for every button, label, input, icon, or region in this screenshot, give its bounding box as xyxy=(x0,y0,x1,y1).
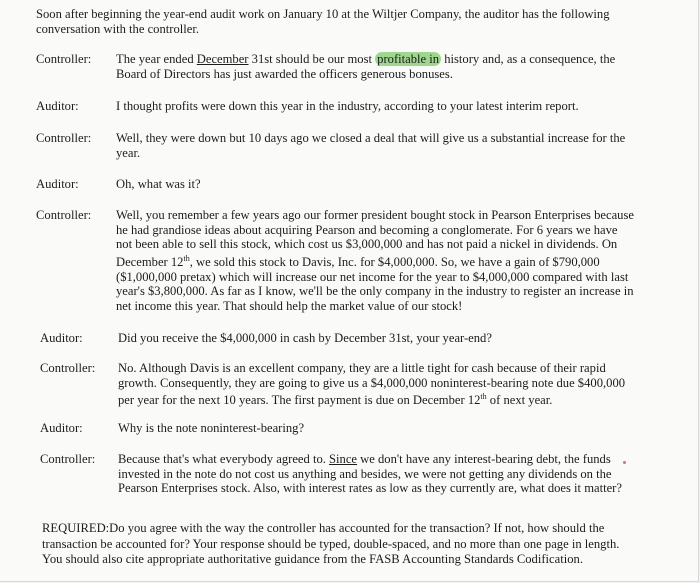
speech-fragment: Because that's what everybody agreed to. xyxy=(118,452,330,466)
speech-text xyxy=(116,208,636,313)
speech-fragment: 31st should be our most xyxy=(248,52,376,66)
superscript: th xyxy=(183,253,190,263)
speech-fragment: The year ended xyxy=(116,52,197,66)
speech-text: Why is the note noninterest-bearing? xyxy=(118,421,305,435)
speaker-label: Auditor: xyxy=(36,177,79,191)
speaker-label: Auditor: xyxy=(40,421,83,435)
speaker-label: Auditor: xyxy=(40,331,83,345)
speaker-label: Controller: xyxy=(36,208,92,222)
speech-text: Did you receive the $4,000,000 in cash by December 31st, your year-end? xyxy=(118,331,492,345)
required-paragraph: REQUIRED:Do you agree with the way the controller has accounted for the transaction? If not, how should the transaction be accounted for? Your response should be typed, double-spaced, and no more than one page in length. You should also cite appropriate authoritative guidance from the FASB Accounting Standards Codification. xyxy=(42,521,620,566)
speaker-label: Controller: xyxy=(36,52,92,66)
underlined-text: December xyxy=(196,52,249,66)
superscript: th xyxy=(480,392,487,402)
speaker-label: Controller: xyxy=(40,361,96,375)
annotation-dot xyxy=(623,461,626,464)
speech-text xyxy=(116,52,636,81)
highlighted-text: profitable in xyxy=(377,52,440,66)
speech-fragment: of next year. xyxy=(486,393,553,408)
speech-text: Well, they were down but 10 days ago we closed a deal that will give us a substantial increase for the year. xyxy=(116,131,626,160)
speech-fragment: Well, you remember a few years ago our former president bought stock in Pearson Enterprises because he had grandiose ideas about acquiring Pearson and becoming a conglomerate. For 6 years we have not been able to sell this stock, which cost us $3,000,000 and has not paid a nickel in dividends. On December 12 xyxy=(116,208,634,269)
speech-fragment: history and, as a consequence, the Board of Directors has just awarded the officers generous bonuses. xyxy=(116,52,616,81)
intro-paragraph: Soon after beginning the year-end audit work on January 10 at the Wiltjer Company, the auditor has the following conversation with the controller. xyxy=(36,7,610,36)
speech-fragment: No. Although Davis is an excellent company, they are a little tight for cash because of their rapid growth. Consequently, they are going to give us a $4,000,000 noninterest-bearing note due $400,000 per year for the next 10 years. The first payment is due on December 12 xyxy=(118,361,626,408)
speech-fragment: we don't have any interest-bearing debt, the funds invested in the note do not cost us anything and besides, we were not getting any dividends on the Pearson Enterprises stock. Also, with interest rates as low as they currently are, what does it matter? xyxy=(118,452,622,496)
speaker-label: Controller: xyxy=(40,452,96,466)
speaker-label: Auditor: xyxy=(36,99,79,113)
speech-text xyxy=(118,361,638,408)
speech-fragment: , we sold this stock to Davis, Inc. for $4,000,000. So, we have a gain of $790,000 ($1,000,000 pretax) which will increase our net income for the year to $4,000,000 compared with last year's $3,800,000. As far as I know, we'll be the only company in the industry to register an increase in net income this year. That should help the market value of our stock! xyxy=(116,254,634,313)
speech-text: I thought profits were down this year in the industry, according to your latest interim report. xyxy=(116,99,579,113)
speaker-label: Controller: xyxy=(36,131,92,145)
speech-text xyxy=(118,452,638,496)
speech-text: Oh, what was it? xyxy=(116,177,201,191)
underlined-text: Since xyxy=(329,452,358,466)
